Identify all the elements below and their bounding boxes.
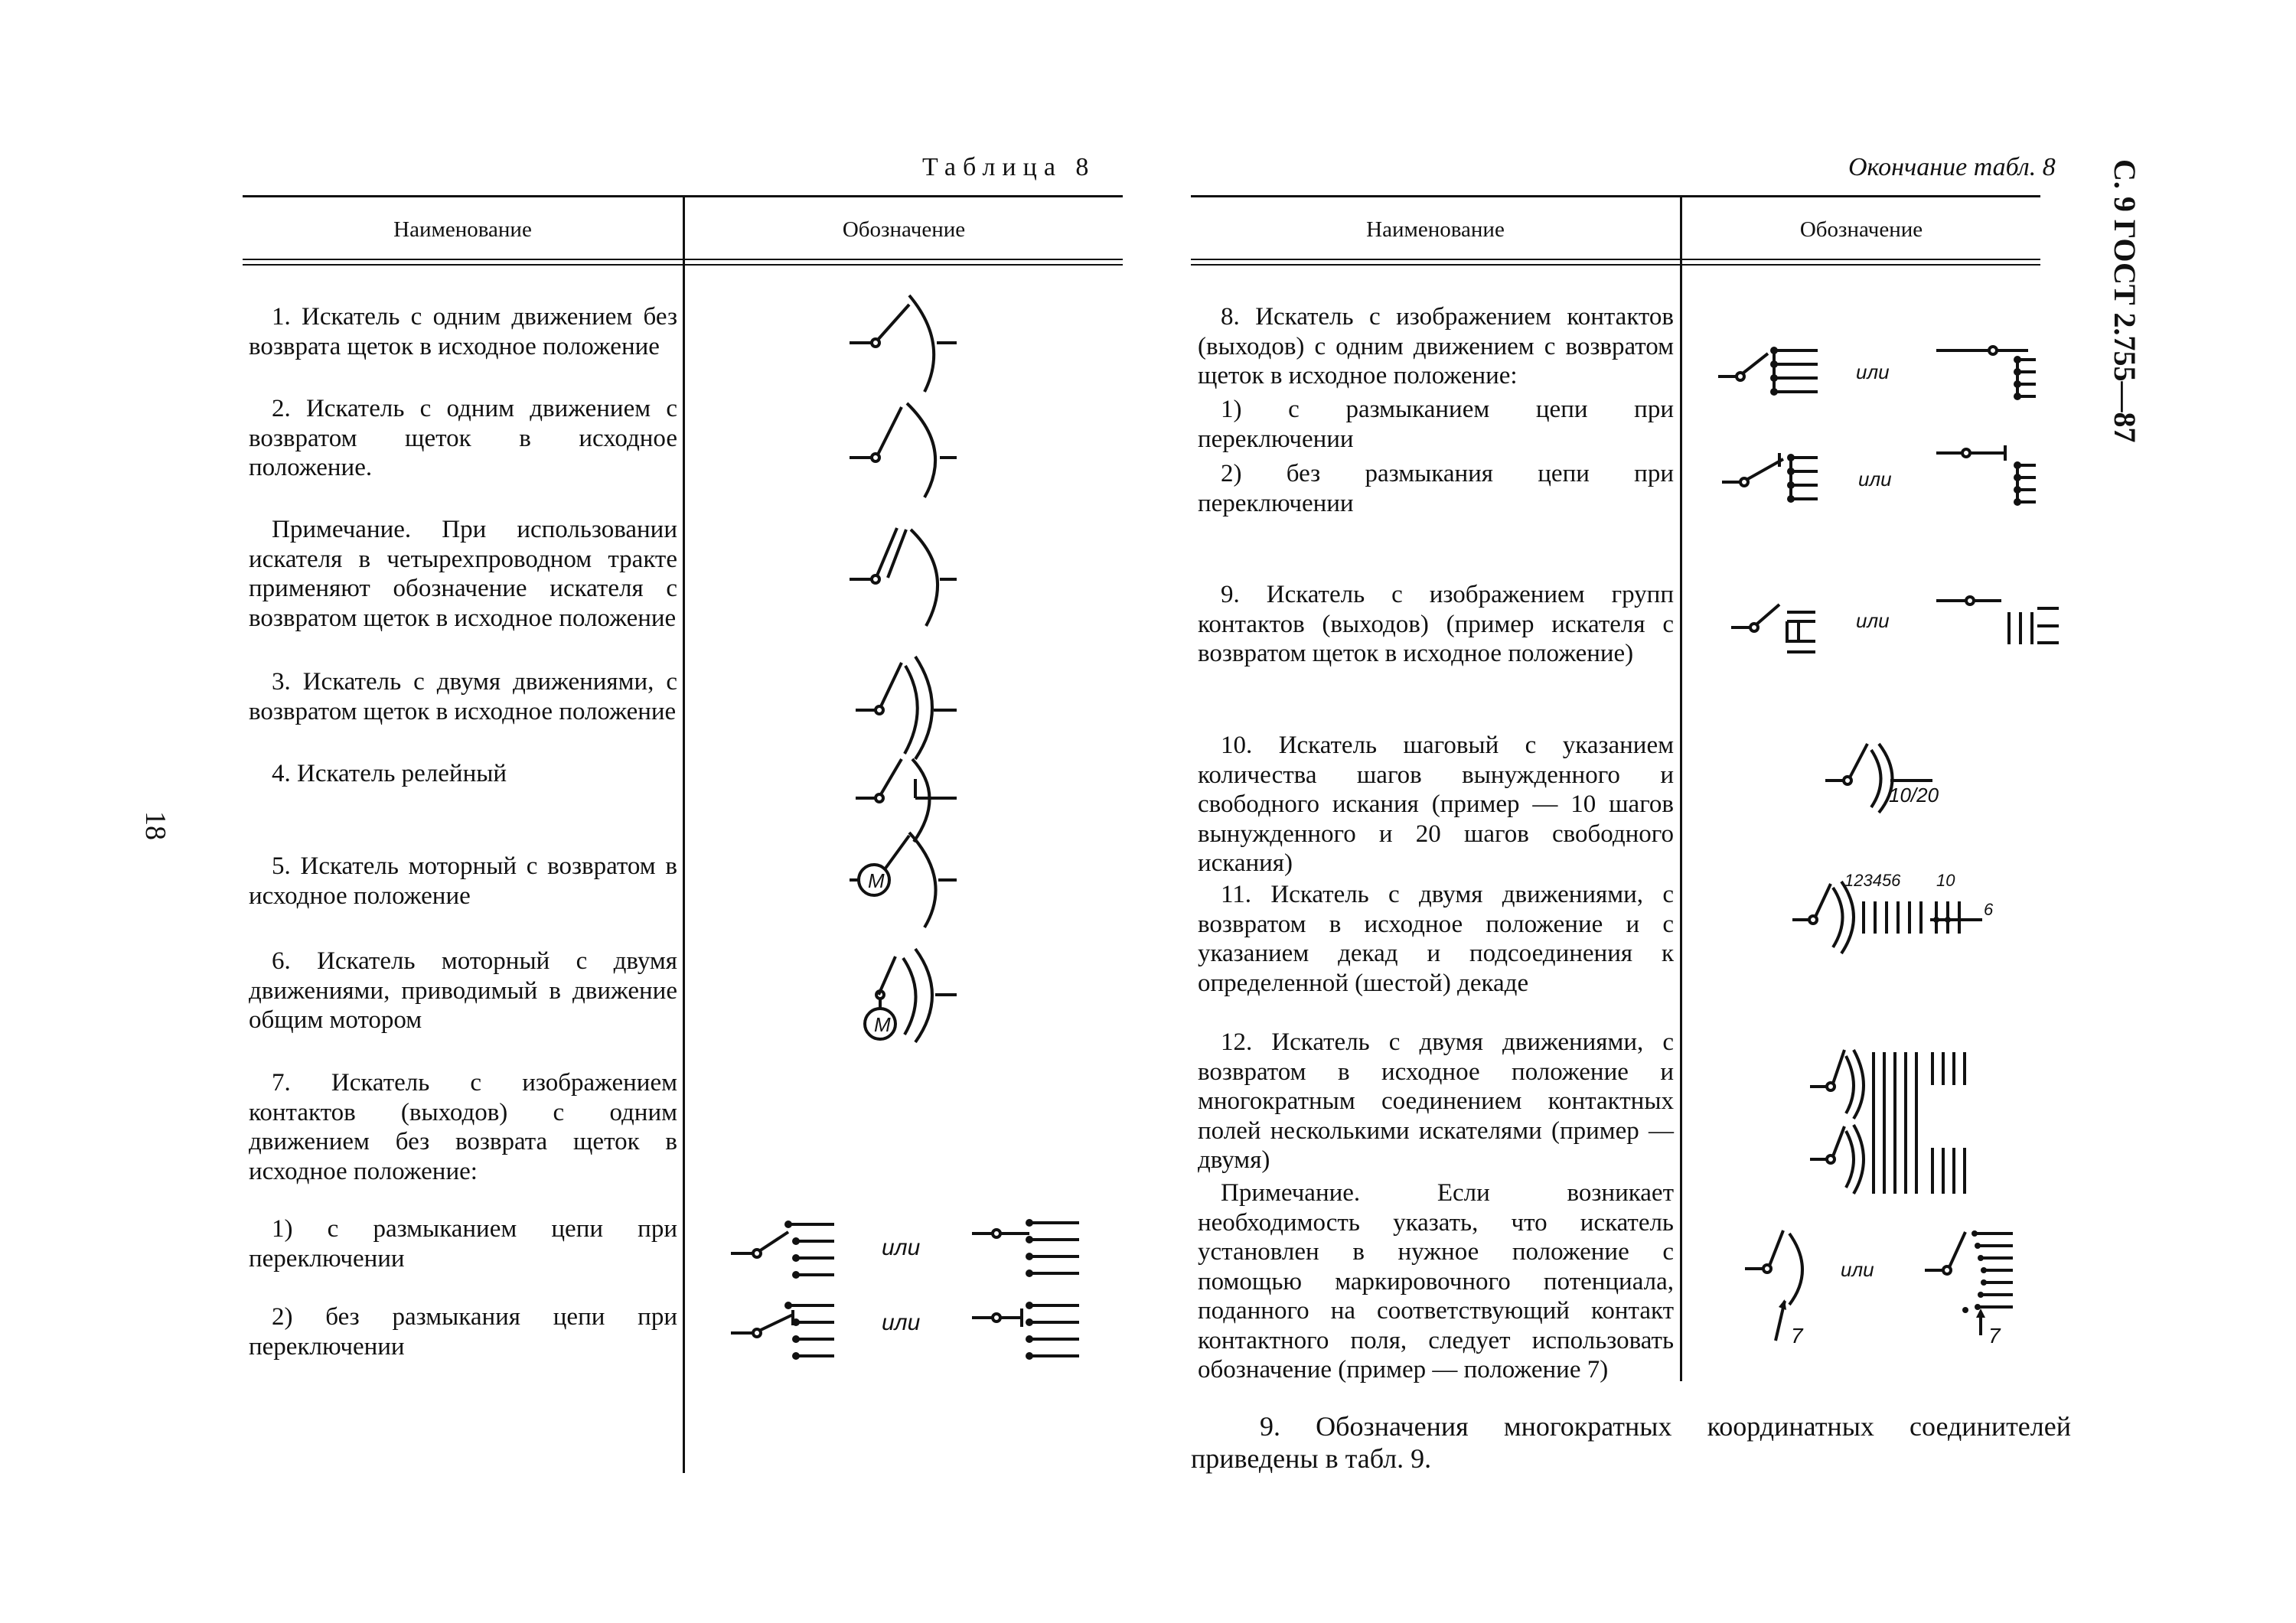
or-label-right-4: или bbox=[1841, 1258, 1874, 1281]
decade-six-label: 6 bbox=[1984, 900, 1994, 919]
left-row-note: Примечание. При использовании искателя в четырехпроводном тракте применяют обозначение искателя с возвратом щеток в исходное положение bbox=[249, 516, 677, 632]
left-row-7: 7. Искатель с изображением контактов (выходов) с одним движением без возврата щеток в исходное положение: bbox=[249, 1069, 677, 1185]
symbol-contacts-break-b bbox=[972, 1219, 1079, 1277]
right-row-11: 11. Искатель с двумя движениями, с возвратом в исходное положение и с указанием декад и подсоединения к определенной (шестой) декаде bbox=[1198, 881, 1674, 997]
symbol-8-2-a bbox=[1722, 453, 1818, 503]
right-row-10: 10. Искатель шаговый с указанием количества шагов вынужденного и свободного искания (пример — 10 шагов вынужденного и 20 шагов свободного искания) bbox=[1198, 732, 1674, 877]
right-row-note: Примечание. Если возникает необходимость указать, что искатель установлен в нужное положение с помощью маркировочного потенциала, поданного на соответствующий контакт контактного поля, следует использовать обозначение (пример — положение 7) bbox=[1198, 1179, 1674, 1383]
decades-label: 123456 bbox=[1844, 871, 1901, 890]
symbol-searcher-no-return bbox=[850, 295, 957, 392]
right-col-header-name: Наименование bbox=[1366, 217, 1505, 242]
or-label-left-1: или bbox=[882, 1235, 921, 1260]
right-row-8: 8. Искатель с изображением контактов (выходов) с одним движением с возвратом щеток в исходное положение: bbox=[1198, 303, 1674, 389]
left-row-2: 2. Искатель с одним движением с возвратом щеток в исходное положение. bbox=[249, 395, 677, 481]
footer-note: 9. Обозначения многократных координатных соединителей приведены в табл. 9. bbox=[1191, 1411, 2071, 1474]
right-row-8-2: 2) без размыкания цепи при переключении bbox=[1198, 460, 1674, 517]
symbol-searcher-two-movements bbox=[856, 657, 957, 759]
right-col-header-symbol: Обозначение bbox=[1799, 217, 1923, 242]
right-row-9: 9. Искатель с изображением групп контактов (выходов) (пример искателя с возвратом щеток в исходное положение) bbox=[1198, 581, 1674, 667]
left-table-caption: Таблица 8 bbox=[922, 153, 1096, 181]
position-label-1: 7 bbox=[1791, 1324, 1803, 1348]
symbol-12-multiple bbox=[1810, 1050, 1965, 1194]
motor-label-1: М bbox=[868, 869, 885, 892]
symbol-9-b bbox=[1936, 597, 2059, 644]
right-row-12: 12. Искатель с двумя движениями, с возвратом в исходное положение и многократным соединением контактных полей несколькими искателями (пример — двумя) bbox=[1198, 1028, 1674, 1174]
symbol-9-a bbox=[1731, 605, 1815, 652]
or-label-right-2: или bbox=[1858, 468, 1892, 490]
position-label-2: 7 bbox=[1988, 1324, 2001, 1348]
or-label-right-3: или bbox=[1856, 609, 1890, 632]
left-col-header-name: Наименование bbox=[393, 217, 532, 242]
symbol-contacts-nobreak-b bbox=[972, 1302, 1079, 1360]
decade-ten-label: 10 bbox=[1936, 871, 1955, 890]
motor-label-2: М bbox=[874, 1013, 891, 1036]
side-header: С. 9 ГОСТ 2.755—87 bbox=[2108, 159, 2142, 443]
symbol-8-1-a bbox=[1718, 347, 1818, 396]
left-col-header-symbol: Обозначение bbox=[842, 217, 966, 242]
left-row-7-2: 2) без размыкания цепи при переключении bbox=[249, 1303, 677, 1361]
steps-label: 10/20 bbox=[1889, 784, 1939, 807]
symbol-searcher-relay bbox=[856, 759, 957, 842]
page-number: 18 bbox=[139, 811, 171, 840]
right-row-8-1: 1) с размыканием цепи при переключении bbox=[1198, 396, 1674, 453]
left-row-6: 6. Искатель моторный с двумя движениями, приводимый в движение общим мотором bbox=[249, 947, 677, 1034]
symbol-searcher-four-wire bbox=[850, 528, 957, 626]
or-label-right-1: или bbox=[1856, 360, 1890, 383]
left-row-3: 3. Искатель с двумя движениями, с возвратом щеток в исходное положение bbox=[249, 668, 677, 725]
symbol-8-1-b bbox=[1936, 347, 2036, 400]
left-row-5: 5. Искатель моторный с возвратом в исходное положение bbox=[249, 852, 677, 910]
symbol-searcher-motor bbox=[850, 833, 957, 927]
symbol-11-decades bbox=[1792, 882, 1982, 953]
left-row-4: 4. Искатель релейный bbox=[272, 760, 507, 787]
symbol-searcher-with-return bbox=[850, 403, 957, 497]
or-label-left-2: или bbox=[882, 1310, 921, 1335]
left-row-7-1: 1) с размыканием цепи при переключении bbox=[249, 1215, 677, 1273]
symbol-contacts-nobreak-a bbox=[731, 1302, 834, 1360]
symbol-contacts-break-a bbox=[731, 1221, 834, 1279]
symbol-8-2-b bbox=[1936, 445, 2036, 506]
left-row-1: 1. Искатель с одним движением без возврата щеток в исходное положение bbox=[249, 303, 677, 360]
right-table-caption: Окончание табл. 8 bbox=[1848, 153, 2056, 181]
symbol-marking-b bbox=[1925, 1230, 2013, 1335]
